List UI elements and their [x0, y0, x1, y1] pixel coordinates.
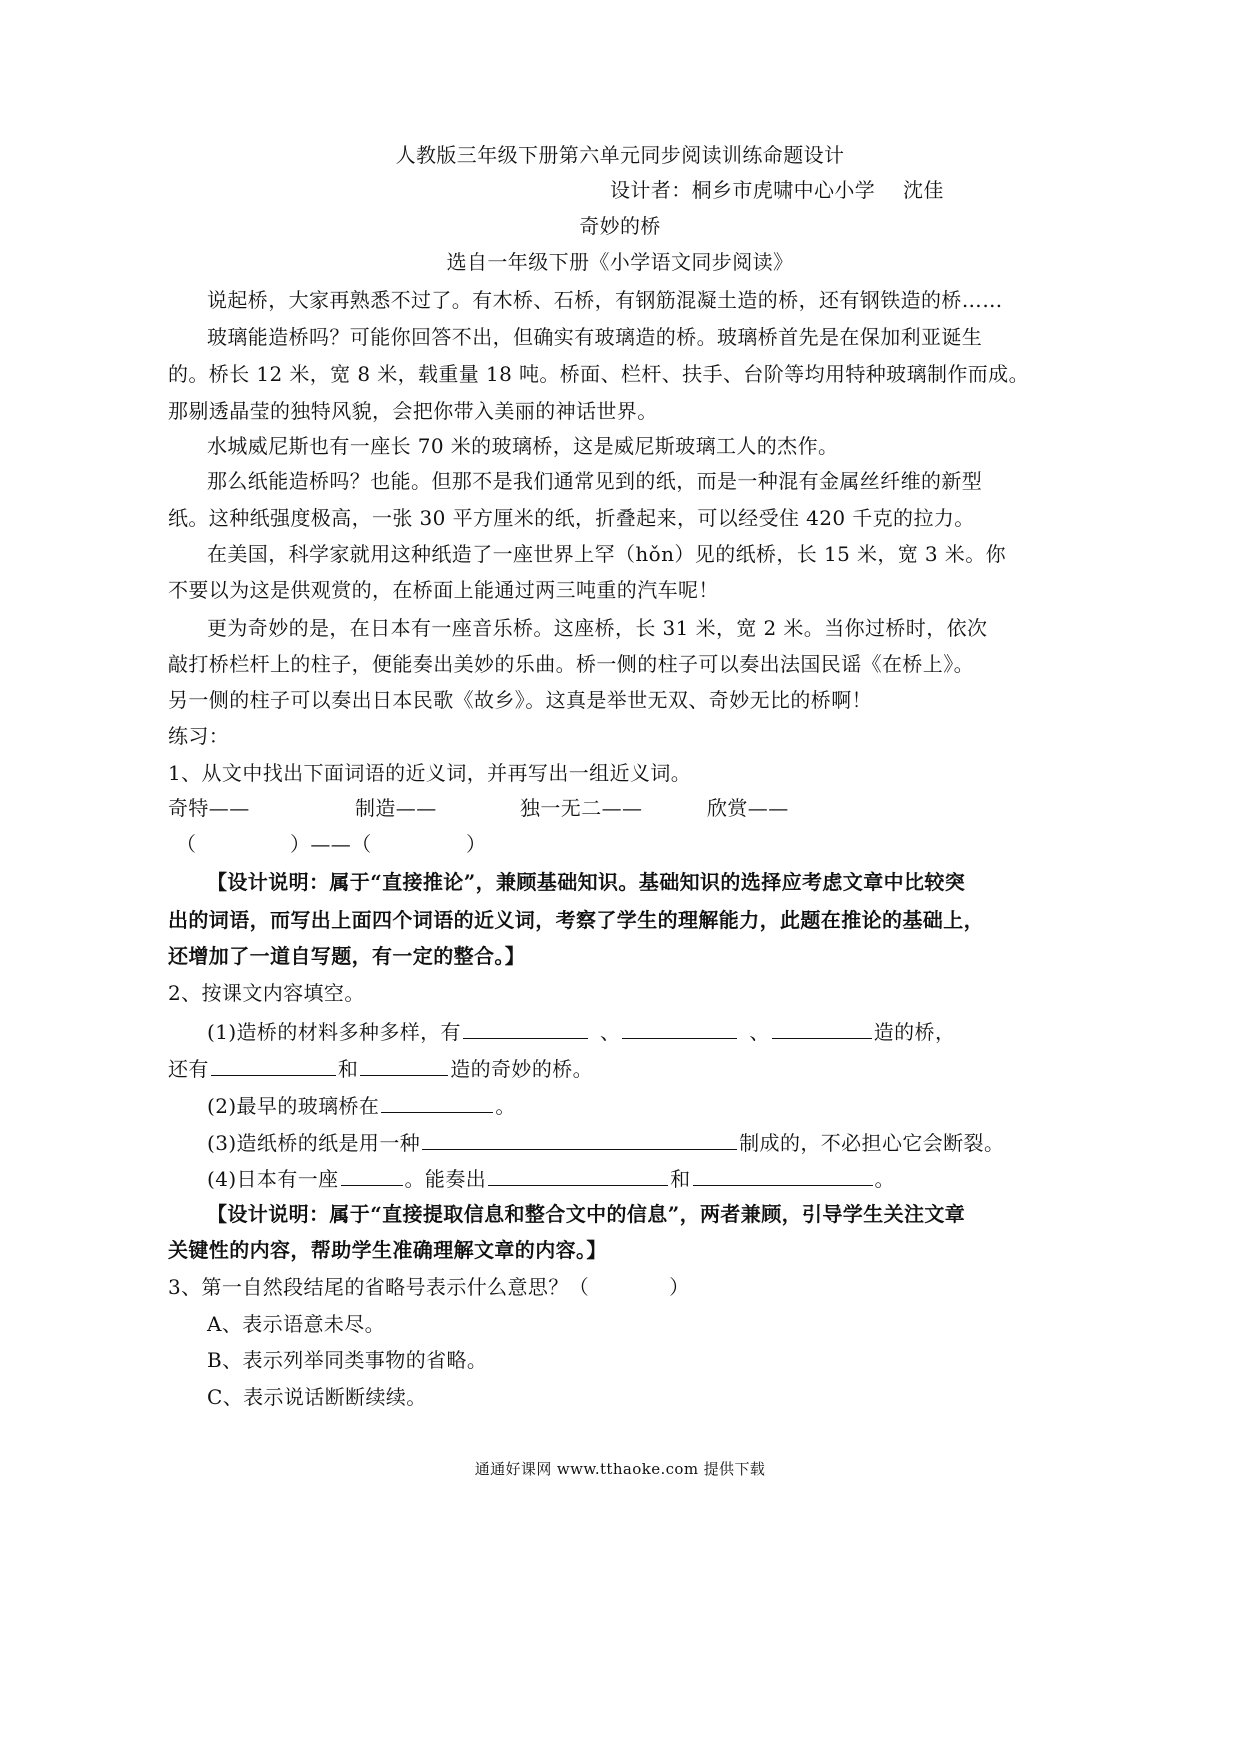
- option-a: A、表示语意未尽。: [207, 1312, 386, 1336]
- footer-text: 通通好课网 www.tthaoke.com 提供下载: [474, 1460, 766, 1478]
- article-line: 更为奇妙的是，在日本有一座音乐桥。这座桥，长 31 米，宽 2 米。当你过桥时，依次: [207, 616, 988, 640]
- designer-label: 设计者：桐乡市虎啸中心小学: [610, 178, 876, 202]
- article-line: 那剔透晶莹的独特风貌，会把你带入美丽的神话世界。: [168, 399, 658, 423]
- fill-sentence-3: (3)造纸桥的纸是用一种 制成的，不必担心它会断裂。: [207, 1131, 1005, 1155]
- question-1-prompt: 1、从文中找出下面词语的近义词，并再写出一组近义词。: [168, 761, 692, 785]
- article-line: 不要以为这是供观赏的，在桥面上能通过两三吨重的汽车呢！: [168, 578, 719, 602]
- fill-blank[interactable]: [463, 1020, 588, 1039]
- option-c: C、表示说话断断续续。: [207, 1385, 427, 1409]
- fill-blank[interactable]: [622, 1020, 737, 1039]
- article-line: 在美国，科学家就用这种纸造了一座世界上罕（hǒn）见的纸桥，长 15 米，宽 3 米。你: [207, 542, 1007, 566]
- synonym-word: 欣赏——: [707, 796, 789, 820]
- synonym-pair-open: （: [176, 832, 197, 856]
- fill-blank[interactable]: [211, 1057, 336, 1076]
- fill-blank[interactable]: [693, 1167, 873, 1186]
- exercise-heading: 练习：: [168, 724, 230, 748]
- fill-blank[interactable]: [381, 1094, 493, 1113]
- synonym-word: 独一无二——: [520, 796, 643, 820]
- fill-blank[interactable]: [341, 1167, 403, 1186]
- question-3-prompt: 3、第一自然段结尾的省略号表示什么意思？（ ）: [168, 1275, 690, 1299]
- article-line: 的。桥长 12 米，宽 8 米，载重量 18 吨。桥面、栏杆、扶手、台阶等均用特种玻璃制作而成。: [168, 362, 1029, 386]
- fill-blank[interactable]: [360, 1057, 448, 1076]
- article-line: 玻璃能造桥吗？可能你回答不出，但确实有玻璃造的桥。玻璃桥首先是在保加利亚诞生: [207, 325, 983, 349]
- fill-blank[interactable]: [422, 1131, 737, 1150]
- article-line: 说起桥，大家再熟悉不过了。有木桥、石桥，有钢筋混凝土造的桥，还有钢铁造的桥……: [207, 288, 1003, 312]
- designer-name: 沈佳: [903, 178, 944, 202]
- article-line: 那么纸能造桥吗？也能。但那不是我们通常见到的纸，而是一种混有金属丝纤维的新型: [207, 469, 983, 493]
- option-b: B、表示列举同类事物的省略。: [207, 1348, 488, 1372]
- fill-blank[interactable]: [772, 1020, 872, 1039]
- design-note-line: 出的词语，而写出上面四个词语的近义词，考察了学生的理解能力，此题在推论的基础上，: [168, 908, 984, 932]
- article-line: 敲打桥栏杆上的柱子，便能奏出美妙的乐曲。桥一侧的柱子可以奏出法国民谣《在桥上》。: [168, 652, 974, 676]
- article-line: 纸。这种纸强度极高，一张 30 平方厘米的纸，折叠起来，可以经受住 420 千克的拉力。: [168, 506, 975, 530]
- fill-sentence-1b: 还有 和 造的奇妙的桥。: [168, 1057, 594, 1081]
- synonym-pair-close: ）: [466, 832, 487, 856]
- design-note-line: 【设计说明：属于“直接提取信息和整合文中的信息”，两者兼顾，引导学生关注文章: [207, 1202, 966, 1226]
- synonym-word: 制造——: [355, 796, 437, 820]
- fill-sentence-1: (1)造桥的材料多种多样，有 、 、 造的桥，: [207, 1020, 956, 1044]
- question-2-prompt: 2、按课文内容填空。: [168, 981, 365, 1005]
- article-line: 水城威尼斯也有一座长 70 米的玻璃桥，这是威尼斯玻璃工人的杰作。: [207, 434, 839, 458]
- article-line: 另一侧的柱子可以奏出日本民歌《故乡》。这真是举世无双、奇妙无比的桥啊！: [168, 688, 872, 712]
- fill-blank[interactable]: [488, 1167, 668, 1186]
- document-title: 人教版三年级下册第六单元同步阅读训练命题设计: [395, 143, 845, 167]
- synonym-pair-mid: ）——（: [290, 832, 372, 856]
- article-source: 选自一年级下册《小学语文同步阅读》: [446, 250, 794, 274]
- fill-sentence-2: (2)最早的玻璃桥在 。: [207, 1094, 516, 1118]
- synonym-word: 奇特——: [168, 796, 250, 820]
- design-note-line: 关键性的内容，帮助学生准确理解文章的内容。】: [168, 1238, 607, 1262]
- fill-sentence-4: (4)日本有一座 。能奏出 和 。: [207, 1167, 895, 1191]
- article-title: 奇妙的桥: [579, 214, 661, 238]
- design-note-line: 还增加了一道自写题，有一定的整合。】: [168, 944, 526, 968]
- design-note-line: 【设计说明：属于“直接推论”，兼顾基础知识。基础知识的选择应考虑文章中比较突: [207, 870, 966, 894]
